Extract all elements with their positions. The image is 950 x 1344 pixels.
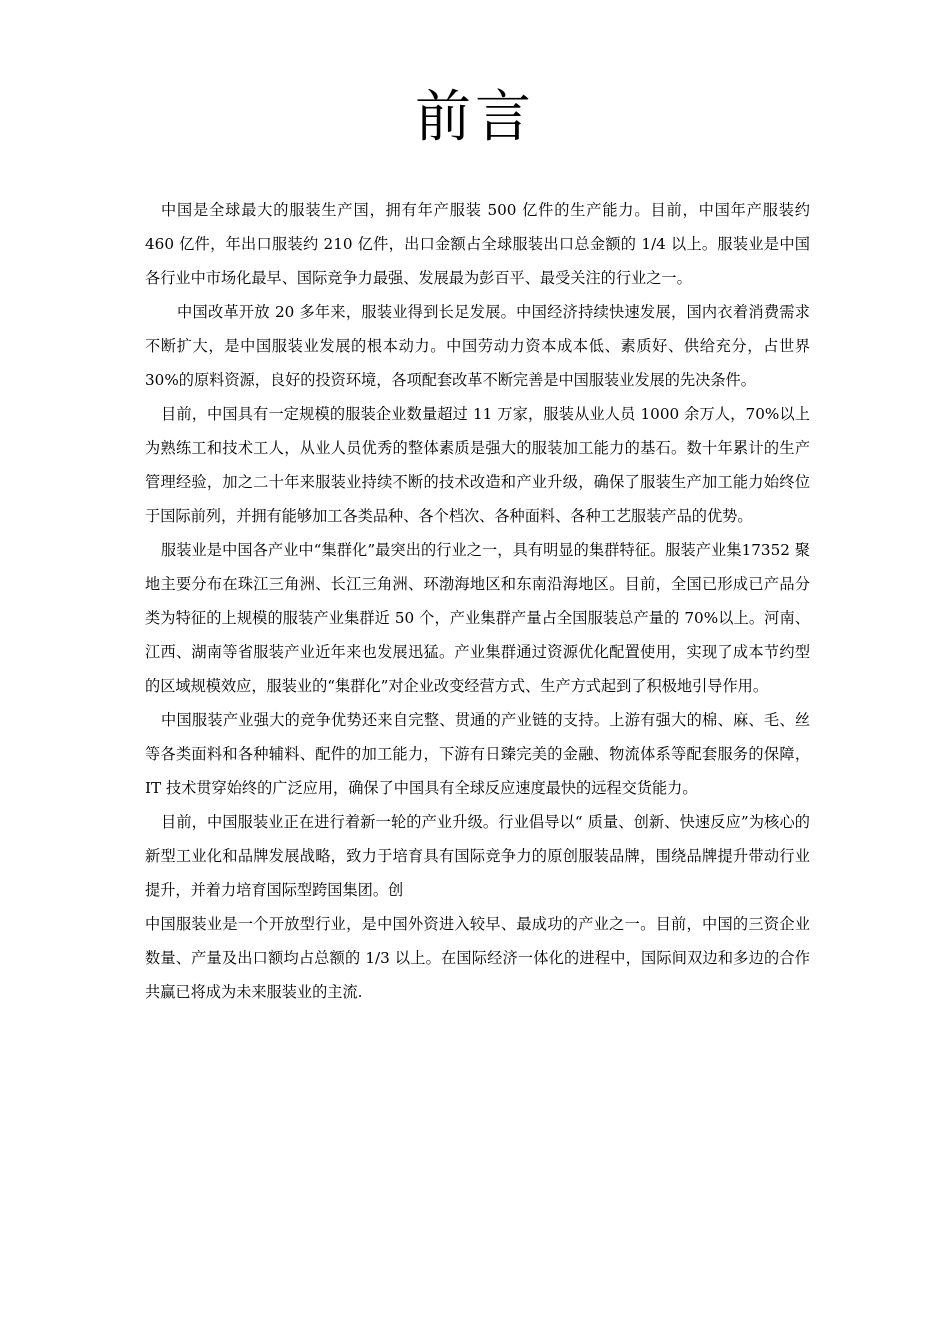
paragraph-3: 目前，中国具有一定规模的服装企业数量超过 11 万家，服装从业人员 1000 余万人，70%以上为熟练工和技术工人，从业人员优秀的整体素质是强大的服装加工能力的基石。数十年累计的生产管理经验，加之二十年来服装业持续不断的技术改造和产业升级，确保了服装生产加工能力始终位于国际前列，并拥有能够加工各类品种、各个档次、各种面料、各种工艺服装产品的优势。 [145, 405, 810, 525]
document-body [145, 193, 810, 1009]
paragraph-7: 中国服装业是一个开放型行业，是中国外资进入较早、最成功的产业之一。目前，中国的三资企业数量、产量及出口额均占总额的 1/3 以上。在国际经济一体化的进程中，国际间双边和多边的合作共赢已将成为未来服装业的主流. [145, 915, 810, 1001]
paragraph-6: 目前，中国服装业正在进行着新一轮的产业升级。行业倡导以“ 质量、创新、快速反应”为核心的新型工业化和品牌发展战略，致力于培育具有国际竞争力的原创服装品牌，围绕品牌提升带动行业提升，并着力培育国际型跨国集团。创 [145, 813, 810, 899]
paragraph-5: 中国服装产业强大的竞争优势还来自完整、贯通的产业链的支持。上游有强大的棉、麻、毛、丝等各类面料和各种辅料、配件的加工能力，下游有日臻完美的金融、物流体系等配套服务的保障，IT 技术贯穿始终的广泛应用，确保了中国具有全球反应速度最快的远程交货能力。 [145, 711, 810, 797]
paragraph-4: 服装业是中国各产业中“集群化”最突出的行业之一，具有明显的集群特征。服装产业集17352 聚地主要分布在珠江三角洲、长江三角洲、环渤海地区和东南沿海地区。目前，全国已形成已产品分类为特征的上规模的服装产业集群近 50 个，产业集群产量占全国服装总产量的 70%以上。河南、江西、湖南等省服装产业近年来也发展迅猛。产业集群通过资源优化配置使用，实现了成本节约型的区域规模效应，服装业的“集群化”对企业改变经营方式、生产方式起到了积极地引导作用。 [145, 541, 810, 695]
paragraph-2: 中国改革开放 20 多年来，服装业得到长足发展。中国经济持续快速发展，国内衣着消费需求不断扩大，是中国服装业发展的根本动力。中国劳动力资本成本低、素质好、供给充分，占世界 30%的原料资源，良好的投资环境，各项配套改革不断完善是中国服装业发展的先决条件。 [145, 303, 810, 389]
page-title: 前言 [415, 85, 535, 150]
paragraph-1: 中国是全球最大的服装生产国，拥有年产服装 500 亿件的生产能力。目前，中国年产服装约 460 亿件，年出口服装约 210 亿件，出口金额占全球服装出口总金额的 1/4 以上。服装业是中国各行业中市场化最早、国际竞争力最强、发展最为彭百平、最受关注的行业之一。 [145, 201, 810, 287]
